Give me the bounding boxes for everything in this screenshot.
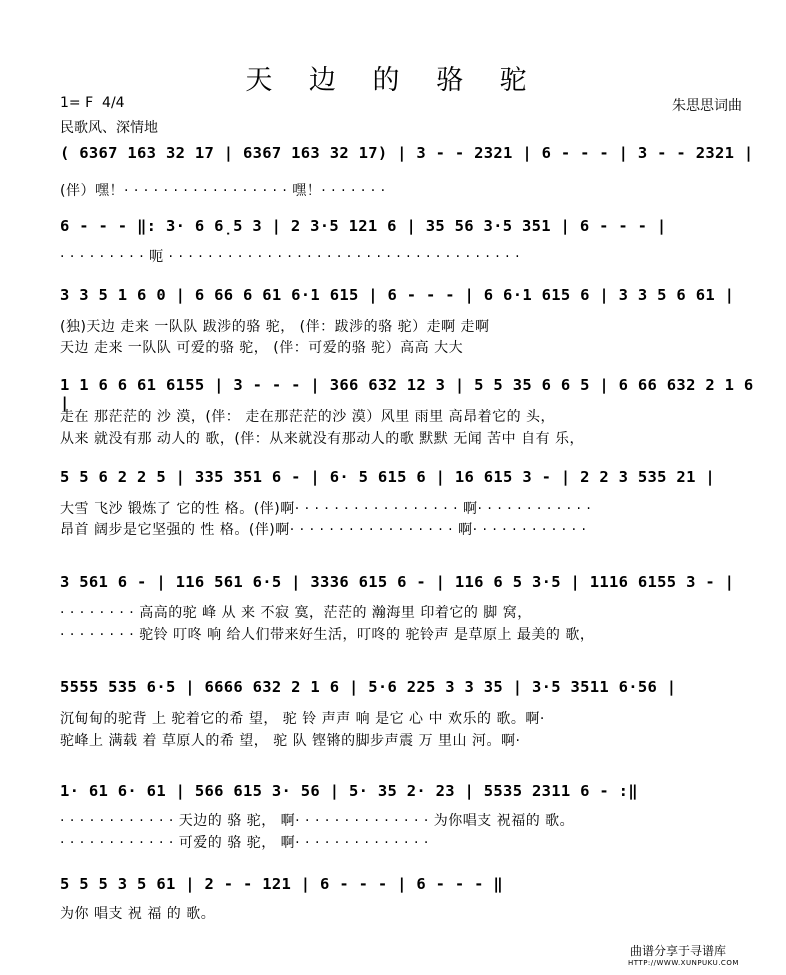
lyric-row: 沉甸甸的驼背 上 驼着它的希 望， 驼 铃 声声 响 是它 心 中 欢乐的 歌。啊· — [60, 711, 545, 727]
notation-row: 1· 61 6· 61 | 566 615 3· 56 | 5· 35 2· 23 | 5535 2311 6 - :‖ — [60, 782, 638, 800]
key-time-signature: 1= F 4/4 — [60, 95, 125, 111]
score-line — [60, 573, 772, 673]
lyric-row: 天边 走来 一队队 可爱的骆 驼， (伴：可爱的骆 驼）高高 大大 — [60, 340, 464, 356]
score-line — [60, 782, 772, 882]
lyric-row: 昂首 阔步是它坚强的 性 格。(伴)啊· · · · · · · · · · · · · · · · · 啊· · · · · · · · · · · · — [60, 522, 587, 538]
score-line — [60, 286, 772, 386]
lyric-row: · · · · · · · · · · · · 天边的 骆 驼， 啊· · · · · · · · · · · · · · 为你唱支 祝福的 歌。 — [60, 813, 575, 829]
notation-row: 1 1 6 6 61 6155 | 3 - - - | 366 632 12 3 | 5 5 35 6 6 5 | 6 66 632 2 1 6 | — [60, 376, 754, 412]
notation-row: 5555 535 6·5 | 6666 632 2 1 6 | 5·6 225 3 3 35 | 3·5 3511 6·56 | — [60, 678, 677, 696]
lyric-row: 驼峰上 满载 着 草原人的希 望， 驼 队 铿锵的脚步声震 万 里山 河。啊· — [60, 733, 521, 749]
lyric-row: · · · · · · · · · · · · 可爱的 骆 驼， 啊· · · · · · · · · · · · · · — [60, 835, 429, 851]
lyric-row: · · · · · · · · 高高的驼 峰 从 来 不寂 寞，茫茫的 瀚海里 印着它的 脚 窝， — [60, 605, 532, 621]
score-line — [60, 678, 772, 778]
lyric-row: 为你 唱支 祝 福 的 歌。 — [60, 906, 216, 922]
notation-row: 5 5 6 2 2 5 | 335 351 6 - | 6· 5 615 6 | 16 615 3 - | 2 2 3 535 21 | — [60, 468, 715, 486]
notation-row: 5 5 5 3 5 61 | 2 - - 121 | 6 - - - | 6 - - - ‖ — [60, 875, 504, 893]
lyric-row: · · · · · · · · · 呃 · · · · · · · · · · · · · · · · · · · · · · · · · · · · · · · · · · · · — [60, 249, 521, 265]
lyric-row: 大雪 飞沙 锻炼了 它的性 格。(伴)啊· · · · · · · · · · · · · · · · · 啊· · · · · · · · · · · · — [60, 501, 592, 517]
notation-row: ( 6367 163 32 17 | 6367 163 32 17) | 3 - - 2321 | 6 - - - | 3 - - 2321 | — [60, 144, 754, 162]
notation-row: 3 3 5 1 6 0 | 6 66 6 61 6·1 615 | 6 - - - | 6 6·1 615 6 | 3 3 5 6 61 | — [60, 286, 735, 304]
notation-row: 3 561 6 - | 116 561 6·5 | 3336 615 6 - | 116 6 5 3·5 | 1116 6155 3 - | — [60, 573, 735, 591]
lyric-row: 走在 那茫茫的 沙 漠，(伴： 走在那茫茫的沙 漠）风里 雨里 高昂着它的 头， — [60, 409, 556, 425]
notation-row: 6 - - - ‖: 3· 6 6̣5 3 | 2 3·5 121 6 | 35 56 3·5 351 | 6 - - - | — [60, 217, 667, 235]
author-credit: 朱思思词曲 — [672, 98, 742, 114]
score-line — [60, 376, 772, 476]
footer-url: HTTP://WWW.XUNPUKU.COM — [628, 959, 739, 967]
song-title: 天 边 的 骆 驼 — [245, 65, 541, 96]
lyric-row: (伴）嘿！· · · · · · · · · · · · · · · · · 嘿！· · · · · · · — [60, 183, 386, 199]
lyric-row: 从来 就没有那 动人的 歌，(伴：从来就没有那动人的歌 默默 无闻 苦中 自有 乐， — [60, 431, 585, 447]
footer-credit: 曲谱分享于寻谱库 — [630, 944, 727, 958]
score-line — [60, 468, 772, 568]
lyric-row: (独)天边 走来 一队队 跋涉的骆 驼， (伴：跋涉的骆 驼）走啊 走啊 — [60, 319, 490, 335]
lyric-row: · · · · · · · · 驼铃 叮咚 响 给人们带来好生活，叮咚的 驼铃声 是草原上 最美的 歌， — [60, 627, 595, 643]
style-marking: 民歌风、深情地 — [60, 120, 158, 136]
